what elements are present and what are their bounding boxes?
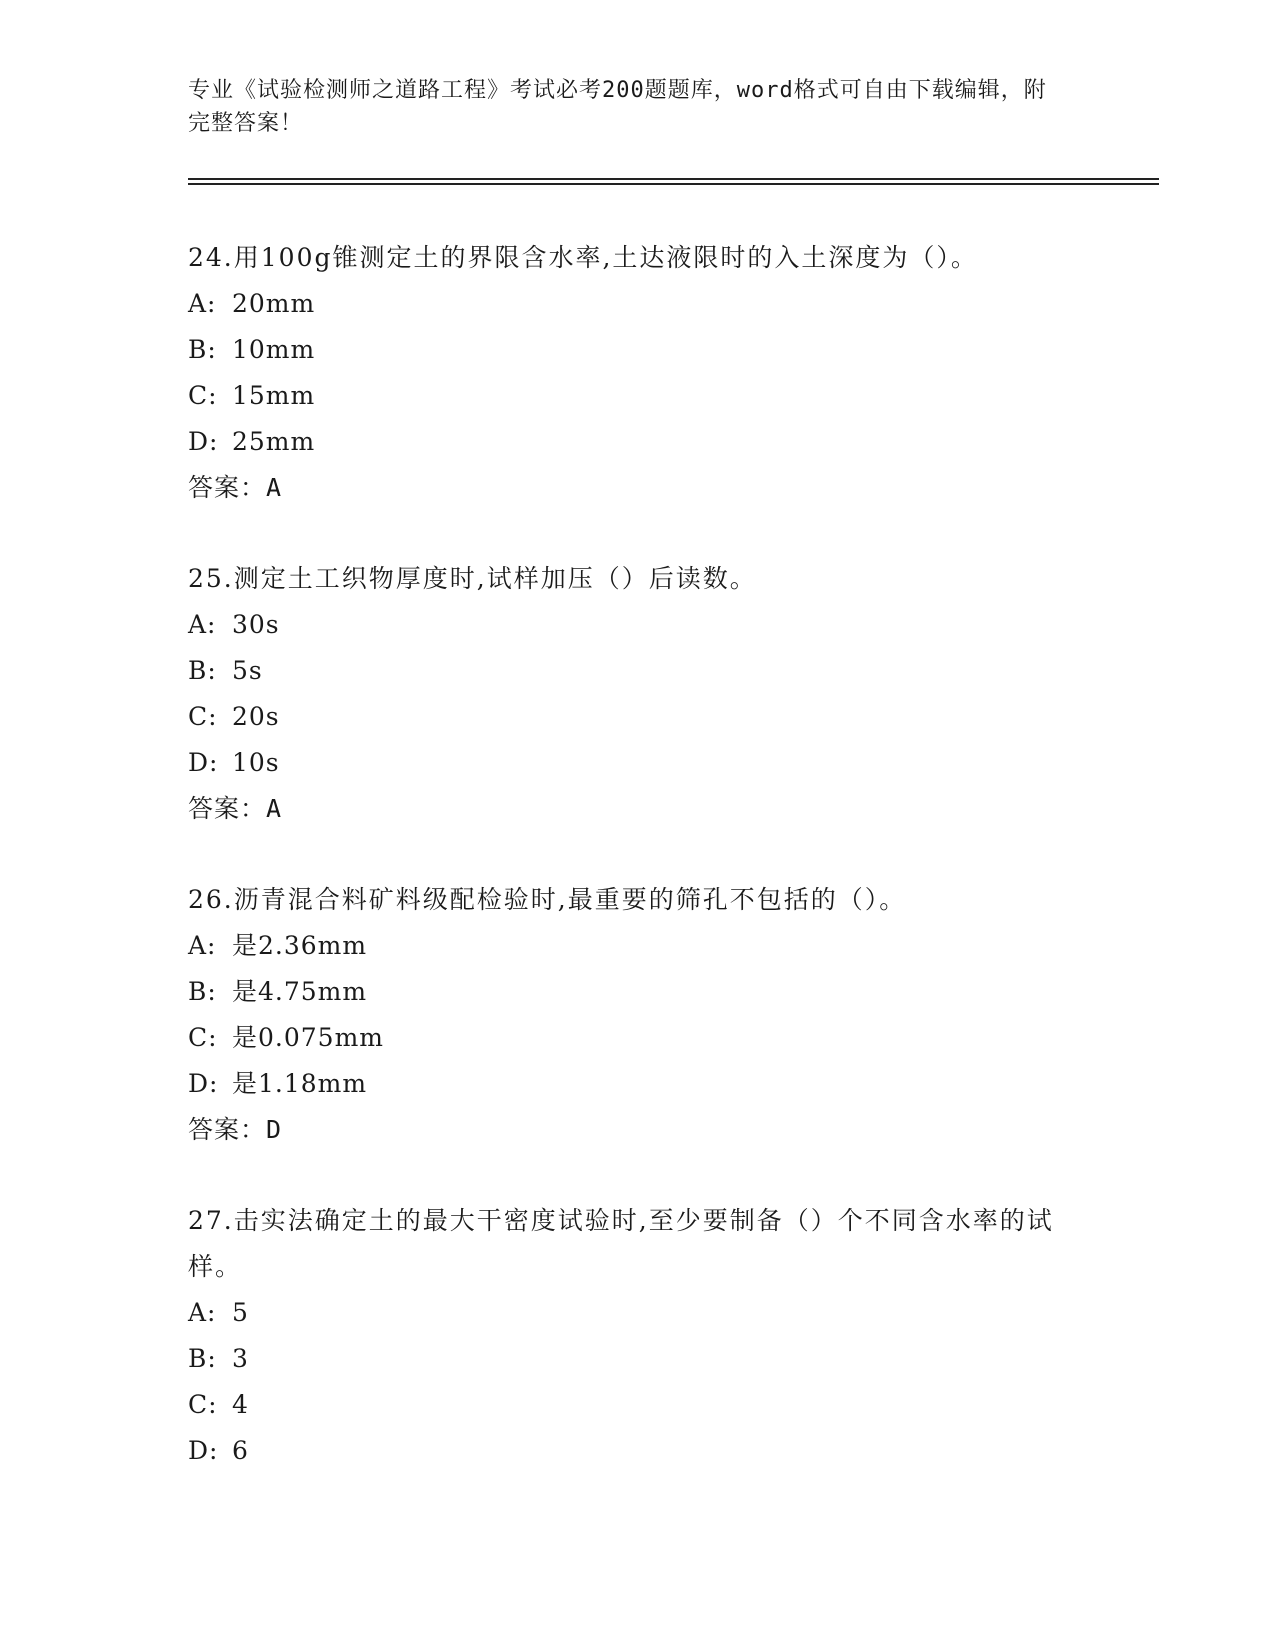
option-text: 20mm bbox=[232, 289, 316, 318]
option-text: 是1.18mm bbox=[232, 1069, 368, 1098]
option-letter: A: bbox=[188, 289, 217, 318]
option-text: 5 bbox=[232, 1298, 249, 1327]
option-letter: C: bbox=[188, 381, 218, 410]
option-c bbox=[188, 1015, 1068, 1061]
header-divider-bottom bbox=[188, 183, 1159, 185]
option-text: 10s bbox=[232, 748, 280, 777]
option-b bbox=[188, 648, 1068, 694]
question-stem: 24.用100g锥测定土的界限含水率,土达液限时的入土深度为（）。 bbox=[188, 243, 978, 272]
option-b bbox=[188, 1336, 1068, 1382]
option-c bbox=[188, 373, 1068, 419]
option-text: 是2.36mm bbox=[232, 931, 368, 960]
option-b bbox=[188, 327, 1068, 373]
option-text: 15mm bbox=[232, 381, 316, 410]
question-stem: 25.测定土工织物厚度时,试样加压（）后读数。 bbox=[188, 564, 757, 593]
option-letter: B: bbox=[188, 335, 217, 364]
option-text: 10mm bbox=[232, 335, 316, 364]
option-letter: C: bbox=[188, 1390, 218, 1419]
option-letter: C: bbox=[188, 1023, 218, 1052]
option-text: 25mm bbox=[232, 427, 316, 456]
option-d bbox=[188, 740, 1068, 786]
question-25 bbox=[188, 556, 1068, 832]
option-letter: A: bbox=[188, 1298, 217, 1327]
option-letter: C: bbox=[188, 702, 218, 731]
option-b bbox=[188, 969, 1068, 1015]
option-text: 30s bbox=[232, 610, 280, 639]
option-text: 20s bbox=[232, 702, 280, 731]
option-text: 4 bbox=[232, 1390, 249, 1419]
option-text: 是4.75mm bbox=[232, 977, 368, 1006]
option-a bbox=[188, 602, 1068, 648]
document-header-text: 专业《试验检测师之道路工程》考试必考200题题库，word格式可自由下载编辑，附完整答案！ bbox=[188, 78, 1047, 136]
answer-label: 答案：A bbox=[188, 794, 283, 823]
option-letter: D: bbox=[188, 1069, 219, 1098]
question-26 bbox=[188, 877, 1068, 1153]
option-c bbox=[188, 694, 1068, 740]
option-letter: B: bbox=[188, 1344, 217, 1373]
question-27 bbox=[188, 1198, 1068, 1474]
option-d bbox=[188, 1428, 1068, 1474]
question-stem: 27.击实法确定土的最大干密度试验时,至少要制备（）个不同含水率的试样。 bbox=[188, 1206, 1054, 1281]
option-text: 6 bbox=[232, 1436, 249, 1465]
option-text: 3 bbox=[232, 1344, 249, 1373]
option-text: 5s bbox=[232, 656, 263, 685]
option-d bbox=[188, 419, 1068, 465]
answer-label: 答案：A bbox=[188, 473, 283, 502]
option-a bbox=[188, 923, 1068, 969]
option-text: 是0.075mm bbox=[232, 1023, 384, 1052]
option-a bbox=[188, 1290, 1068, 1336]
option-letter: B: bbox=[188, 656, 217, 685]
option-letter: D: bbox=[188, 1436, 219, 1465]
option-letter: B: bbox=[188, 977, 217, 1006]
option-c bbox=[188, 1382, 1068, 1428]
option-letter: D: bbox=[188, 427, 219, 456]
option-d bbox=[188, 1061, 1068, 1107]
option-letter: D: bbox=[188, 748, 219, 777]
question-stem: 26.沥青混合料矿料级配检验时,最重要的筛孔不包括的（）。 bbox=[188, 885, 907, 914]
option-a bbox=[188, 281, 1068, 327]
option-letter: A: bbox=[188, 610, 217, 639]
header-divider-top bbox=[188, 178, 1159, 180]
option-letter: A: bbox=[188, 931, 217, 960]
answer-label: 答案：D bbox=[188, 1115, 283, 1144]
question-24 bbox=[188, 235, 1068, 511]
